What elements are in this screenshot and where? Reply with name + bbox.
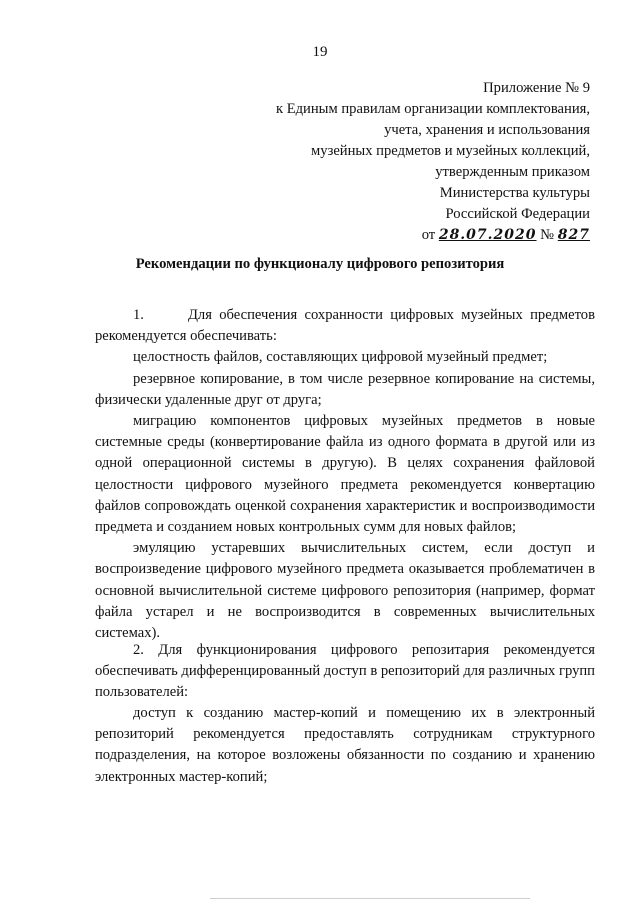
- paragraph: резервное копирование, в том числе резервное копирование на системы, физически удаленные друг от друга;: [95, 370, 595, 408]
- appendix-line: Министерства культуры: [439, 185, 590, 201]
- appendix-line: музейных предметов и музейных коллекций,: [311, 143, 590, 159]
- section-2: [95, 640, 595, 704]
- paragraph: миграцию компонентов цифровых музейных предметов в новые системные среды (конвертирование файла из одного формата в другой или из одной операционной системы в другую). В целях сохранения файловой целостности цифрового музейного предмета рекомендуется конвертацию файлов сопровождать оценкой сохранения характеристик и воспроизводимости предмета и созданием новых контрольных сумм для новых файлов;: [95, 413, 595, 536]
- paragraph: 1. Для обеспечения сохранности цифровых музейных предметов рекомендуется обеспечивать:: [95, 307, 595, 345]
- appendix-line: утвержденным приказом: [435, 164, 590, 180]
- date-prefix: от: [421, 227, 436, 243]
- document-title: Рекомендации по функционалу цифрового репозитория: [135, 256, 505, 272]
- section-2-list: [95, 703, 595, 788]
- paragraph: эмуляцию устаревших вычислительных систем, если доступ и воспроизведение цифрового музейного предмета оказывается проблематичен в основной вычислительной системе цифрового репозитория (например, формат файла устарел и не воспроизводится в современных вычислительных системах).: [95, 540, 595, 642]
- paragraph: доступ к созданию мастер-копий и помещению их в электронный репозиторий рекомендуется предоставлять сотрудникам структурного подразделения, на которое возложены обязанности по созданию и хранению электронных мастер-копий;: [95, 705, 595, 785]
- appendix-header: [130, 78, 590, 246]
- page-number: 19: [312, 44, 328, 60]
- paragraph: целостность файлов, составляющих цифровой музейный предмет;: [133, 349, 548, 366]
- appendix-line: к Единым правилам организации комплектования,: [275, 101, 590, 117]
- appendix-line: Приложение № 9: [483, 80, 590, 96]
- handwritten-number: 827: [557, 227, 590, 243]
- paragraph: 2. Для функционирования цифрового репозитария рекомендуется обеспечивать дифференцированный доступ в репозиторий для различных групп пользователей:: [95, 642, 595, 701]
- scan-edge-line: [210, 898, 530, 899]
- appendix-line: учета, хранения и использования: [384, 122, 590, 138]
- appendix-line: Российской Федерации: [445, 206, 590, 222]
- handwritten-date: 28.07.2020: [438, 227, 537, 243]
- number-prefix: №: [540, 227, 555, 243]
- section-1: [95, 305, 595, 644]
- order-date-line: [130, 225, 590, 246]
